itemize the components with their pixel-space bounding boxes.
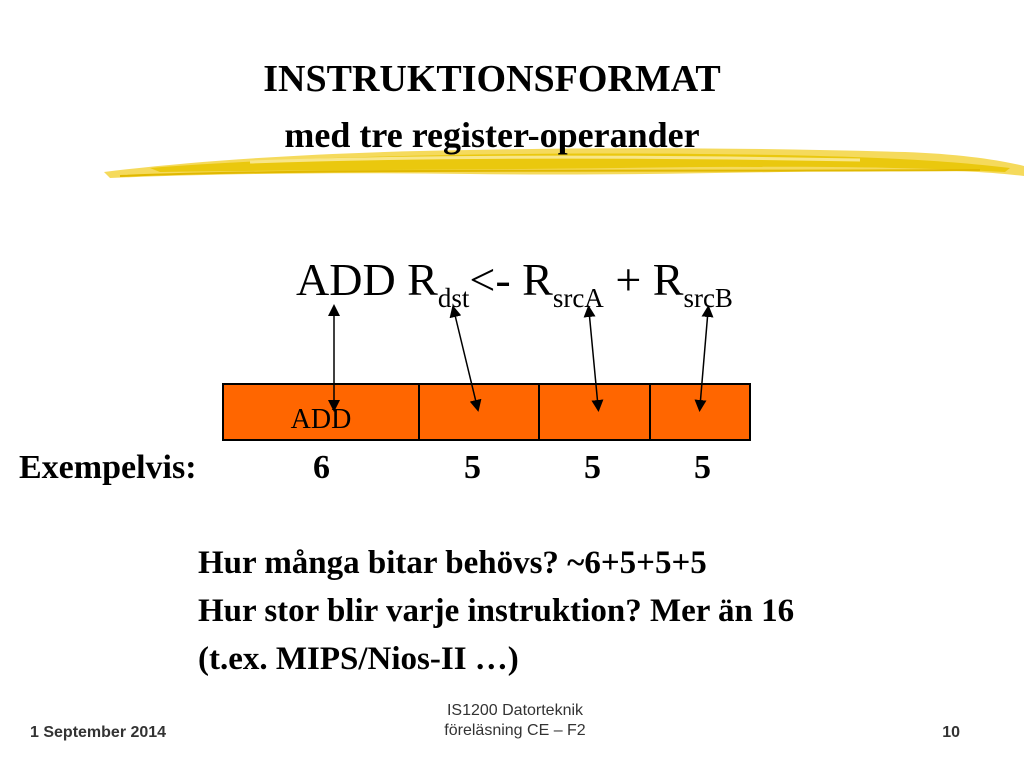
footer-course bbox=[380, 701, 650, 741]
arrow-dst bbox=[454, 311, 477, 406]
formula-r-srca: R bbox=[522, 254, 553, 305]
formula-assign: <- bbox=[469, 254, 511, 305]
question-size: Hur stor blir varje instruktion? Mer än 16 bbox=[198, 593, 795, 629]
footer-date: 1 September 2014 bbox=[30, 724, 167, 741]
formula-r-srcb: R bbox=[652, 254, 684, 305]
bits-opcode: 6 bbox=[313, 449, 330, 486]
field-opcode-label: ADD bbox=[290, 404, 352, 435]
arrow-srcb bbox=[700, 311, 708, 406]
slide-title: INSTRUKTIONSFORMAT bbox=[263, 58, 721, 100]
example-label: Exempelvis: bbox=[19, 449, 197, 486]
formula-sub-dst: dst bbox=[437, 283, 470, 313]
formula-sub-srca: srcA bbox=[552, 283, 604, 313]
bits-srcb: 5 bbox=[694, 449, 711, 486]
formula-opcode: ADD bbox=[296, 254, 396, 305]
footer-page-number: 10 bbox=[942, 724, 960, 741]
arrow-srca bbox=[589, 311, 598, 406]
question-examples: (t.ex. MIPS/Nios-II …) bbox=[198, 641, 519, 677]
footer-course-line1: IS1200 Datorteknik bbox=[446, 702, 584, 719]
formula-r-dst: R bbox=[407, 254, 438, 305]
slide-subtitle: med tre register-operander bbox=[284, 115, 700, 155]
question-bits: Hur många bitar behövs? ~6+5+5+5 bbox=[198, 545, 707, 581]
footer-course-line2: föreläsning CE – F2 bbox=[444, 722, 586, 739]
formula-plus: + bbox=[615, 254, 642, 305]
bits-dst: 5 bbox=[464, 449, 481, 486]
bits-srca: 5 bbox=[584, 449, 601, 486]
formula-sub-srcb: srcB bbox=[683, 283, 733, 313]
